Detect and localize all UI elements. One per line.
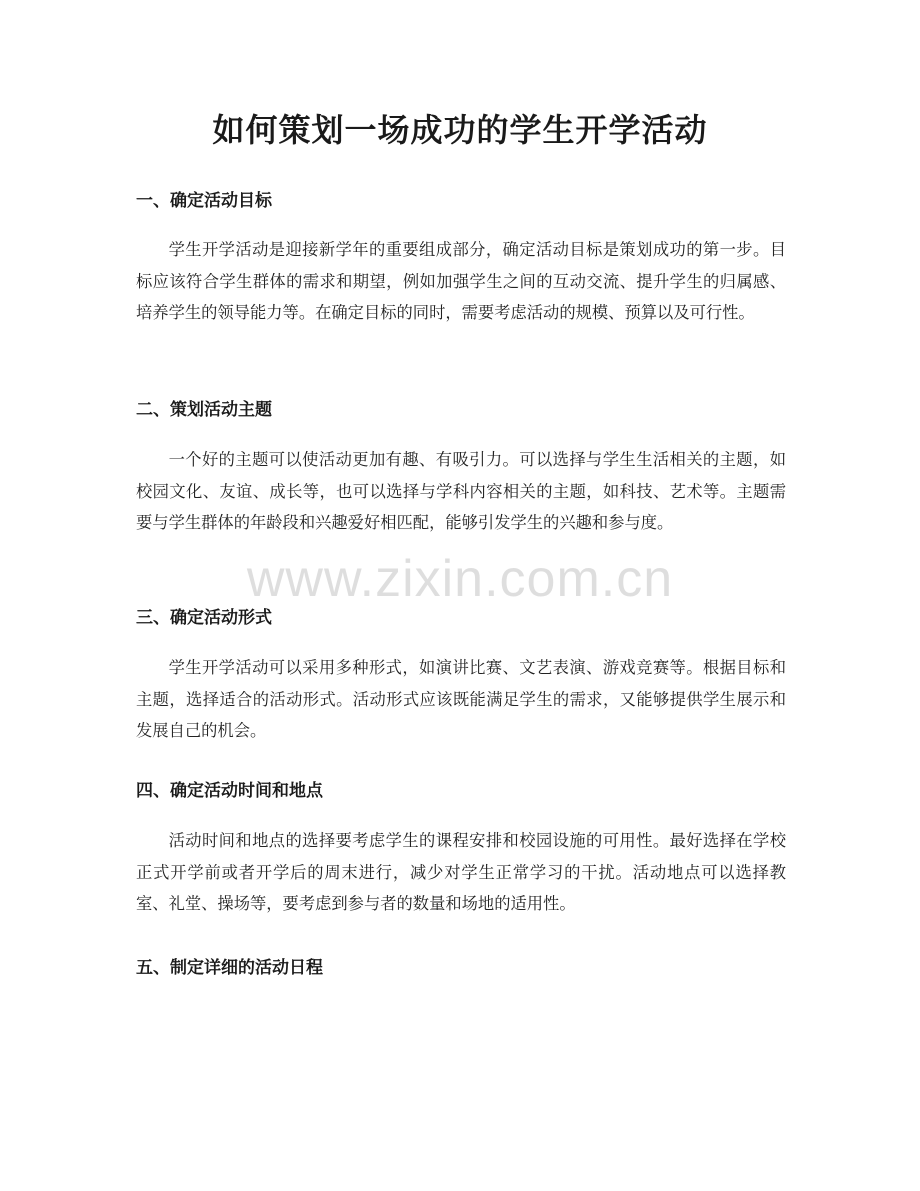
section-paragraph-4: 活动时间和地点的选择要考虑学生的课程安排和校园设施的可用性。最好选择在学校正式开学前或者开学后的周末进行，减少对学生正常学习的干扰。活动地点可以选择教室、礼堂、操场等，要考虑到参与者的数量和场地的适用性。 [136,831,786,914]
section-heading-4: 四、确定活动时间和地点 [136,781,323,801]
section-paragraph-3: 学生开学活动可以采用多种形式，如演讲比赛、文艺表演、游戏竞赛等。根据目标和主题，选择适合的活动形式。活动形式应该既能满足学生的需求，又能够提供学生展示和发展自己的机会。 [136,658,786,741]
section-heading-3: 三、确定活动形式 [136,608,272,628]
section-heading-5: 五、制定详细的活动日程 [136,958,323,978]
document-title: 如何策划一场成功的学生开学活动 [212,111,708,149]
watermark: www.zixin.com.cn [246,550,674,608]
section-paragraph-2: 一个好的主题可以使活动更加有趣、有吸引力。可以选择与学生生活相关的主题，如校园文化、友谊、成长等，也可以选择与学科内容相关的主题，如科技、艺术等。主题需要与学生群体的年龄段和兴趣爱好相匹配，能够引发学生的兴趣和参与度。 [136,450,786,533]
section-paragraph-1: 学生开学活动是迎接新学年的重要组成部分，确定活动目标是策划成功的第一步。目标应该符合学生群体的需求和期望，例如加强学生之间的互动交流、提升学生的归属感、培养学生的领导能力等。在确定目标的同时，需要考虑活动的规模、预算以及可行性。 [136,240,786,323]
section-heading-2: 二、策划活动主题 [136,400,272,420]
section-heading-1: 一、确定活动目标 [136,191,272,211]
